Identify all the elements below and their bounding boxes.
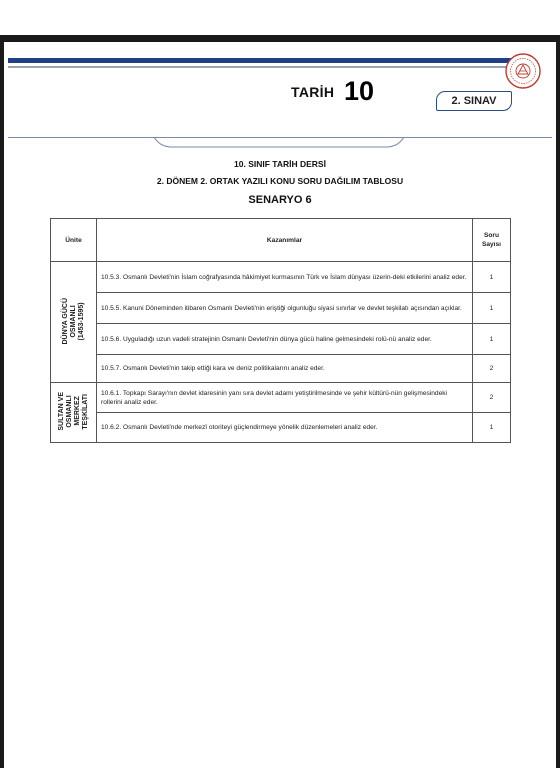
- count-cell: 1: [473, 262, 511, 293]
- table-row: [51, 413, 511, 443]
- table-row: [51, 324, 511, 355]
- count-cell: 2: [473, 355, 511, 383]
- table-row: [51, 262, 511, 293]
- outcome-cell: 10.5.6. Uyguladığı uzun vadeli stratejinin Osmanlı Devleti'nin dünya gücü haline gelmesindeki rolü-nü analiz eder.: [97, 324, 473, 355]
- table-row: [51, 383, 511, 413]
- count-cell: 1: [473, 324, 511, 355]
- unit-column-header: Ünite: [51, 219, 97, 262]
- count-column-header-text: Soru Sayısı: [481, 232, 502, 248]
- count-column-header: [473, 219, 511, 262]
- grade-number: 10: [344, 76, 375, 106]
- outcome-cell: 10.6.2. Osmanlı Devleti'nde merkezî otoriteyi güçlendirmeye yönelik düzenlemeleri analiz eder.: [97, 413, 473, 443]
- ministry-seal-icon: [504, 52, 542, 90]
- exam-page: [4, 42, 556, 768]
- unit-name: SULTAN VE OSMANLI MERKEZ TEŞKİLATI: [57, 392, 89, 431]
- scenario-title: SENARYO 6: [248, 194, 312, 206]
- header-stripe: [8, 58, 528, 63]
- header-stripe-thin: [8, 66, 528, 68]
- header-divider-curve: [154, 137, 404, 153]
- unit-name: DÜNYA GÜCÜ OSMANLI (1453-1595): [61, 297, 85, 345]
- top-bar: [0, 0, 560, 35]
- count-cell: 1: [473, 293, 511, 324]
- subject-label: TARİH: [291, 84, 335, 100]
- unit-cell: [51, 383, 97, 443]
- table-title: 2. DÖNEM 2. ORTAK YAZILI KONU SORU DAĞILIM TABLOSU: [156, 176, 404, 186]
- outcomes-column-header: Kazanımlar: [97, 219, 473, 262]
- outcome-cell: 10.5.3. Osmanlı Devleti'nin İslam coğrafyasında hâkimiyet kurmasının Türk ve İslam dünyası üzerin-deki etkilerini analiz eder.: [97, 262, 473, 293]
- outcome-cell: 10.5.7. Osmanlı Devleti'nin takip ettiği kara ve deniz politikalarını analiz eder.: [97, 355, 473, 383]
- count-cell: 2: [473, 383, 511, 413]
- outcome-cell: 10.5.5. Kanuni Döneminden itibaren Osmanlı Devleti'nin eriştiği olgunluğu siyasi sınırlar ve devlet teşkilatı açısından açıklar.: [97, 293, 473, 324]
- count-cell: 1: [473, 413, 511, 443]
- question-distribution-table: [50, 218, 511, 443]
- outcome-cell: 10.6.1. Topkapı Sarayı'nın devlet idaresinin yanı sıra devlet adamı yetiştirilmesinde ve şehir kültürü-nün gelişmesindeki rollerini analiz eder.: [97, 383, 473, 413]
- course-title: 10. SINIF TARİH DERSİ: [234, 159, 326, 169]
- exam-number-badge: 2. SINAV: [436, 91, 512, 111]
- unit-cell: [51, 262, 97, 383]
- table-header-row: [51, 219, 511, 262]
- table-row: [51, 293, 511, 324]
- table-row: [51, 355, 511, 383]
